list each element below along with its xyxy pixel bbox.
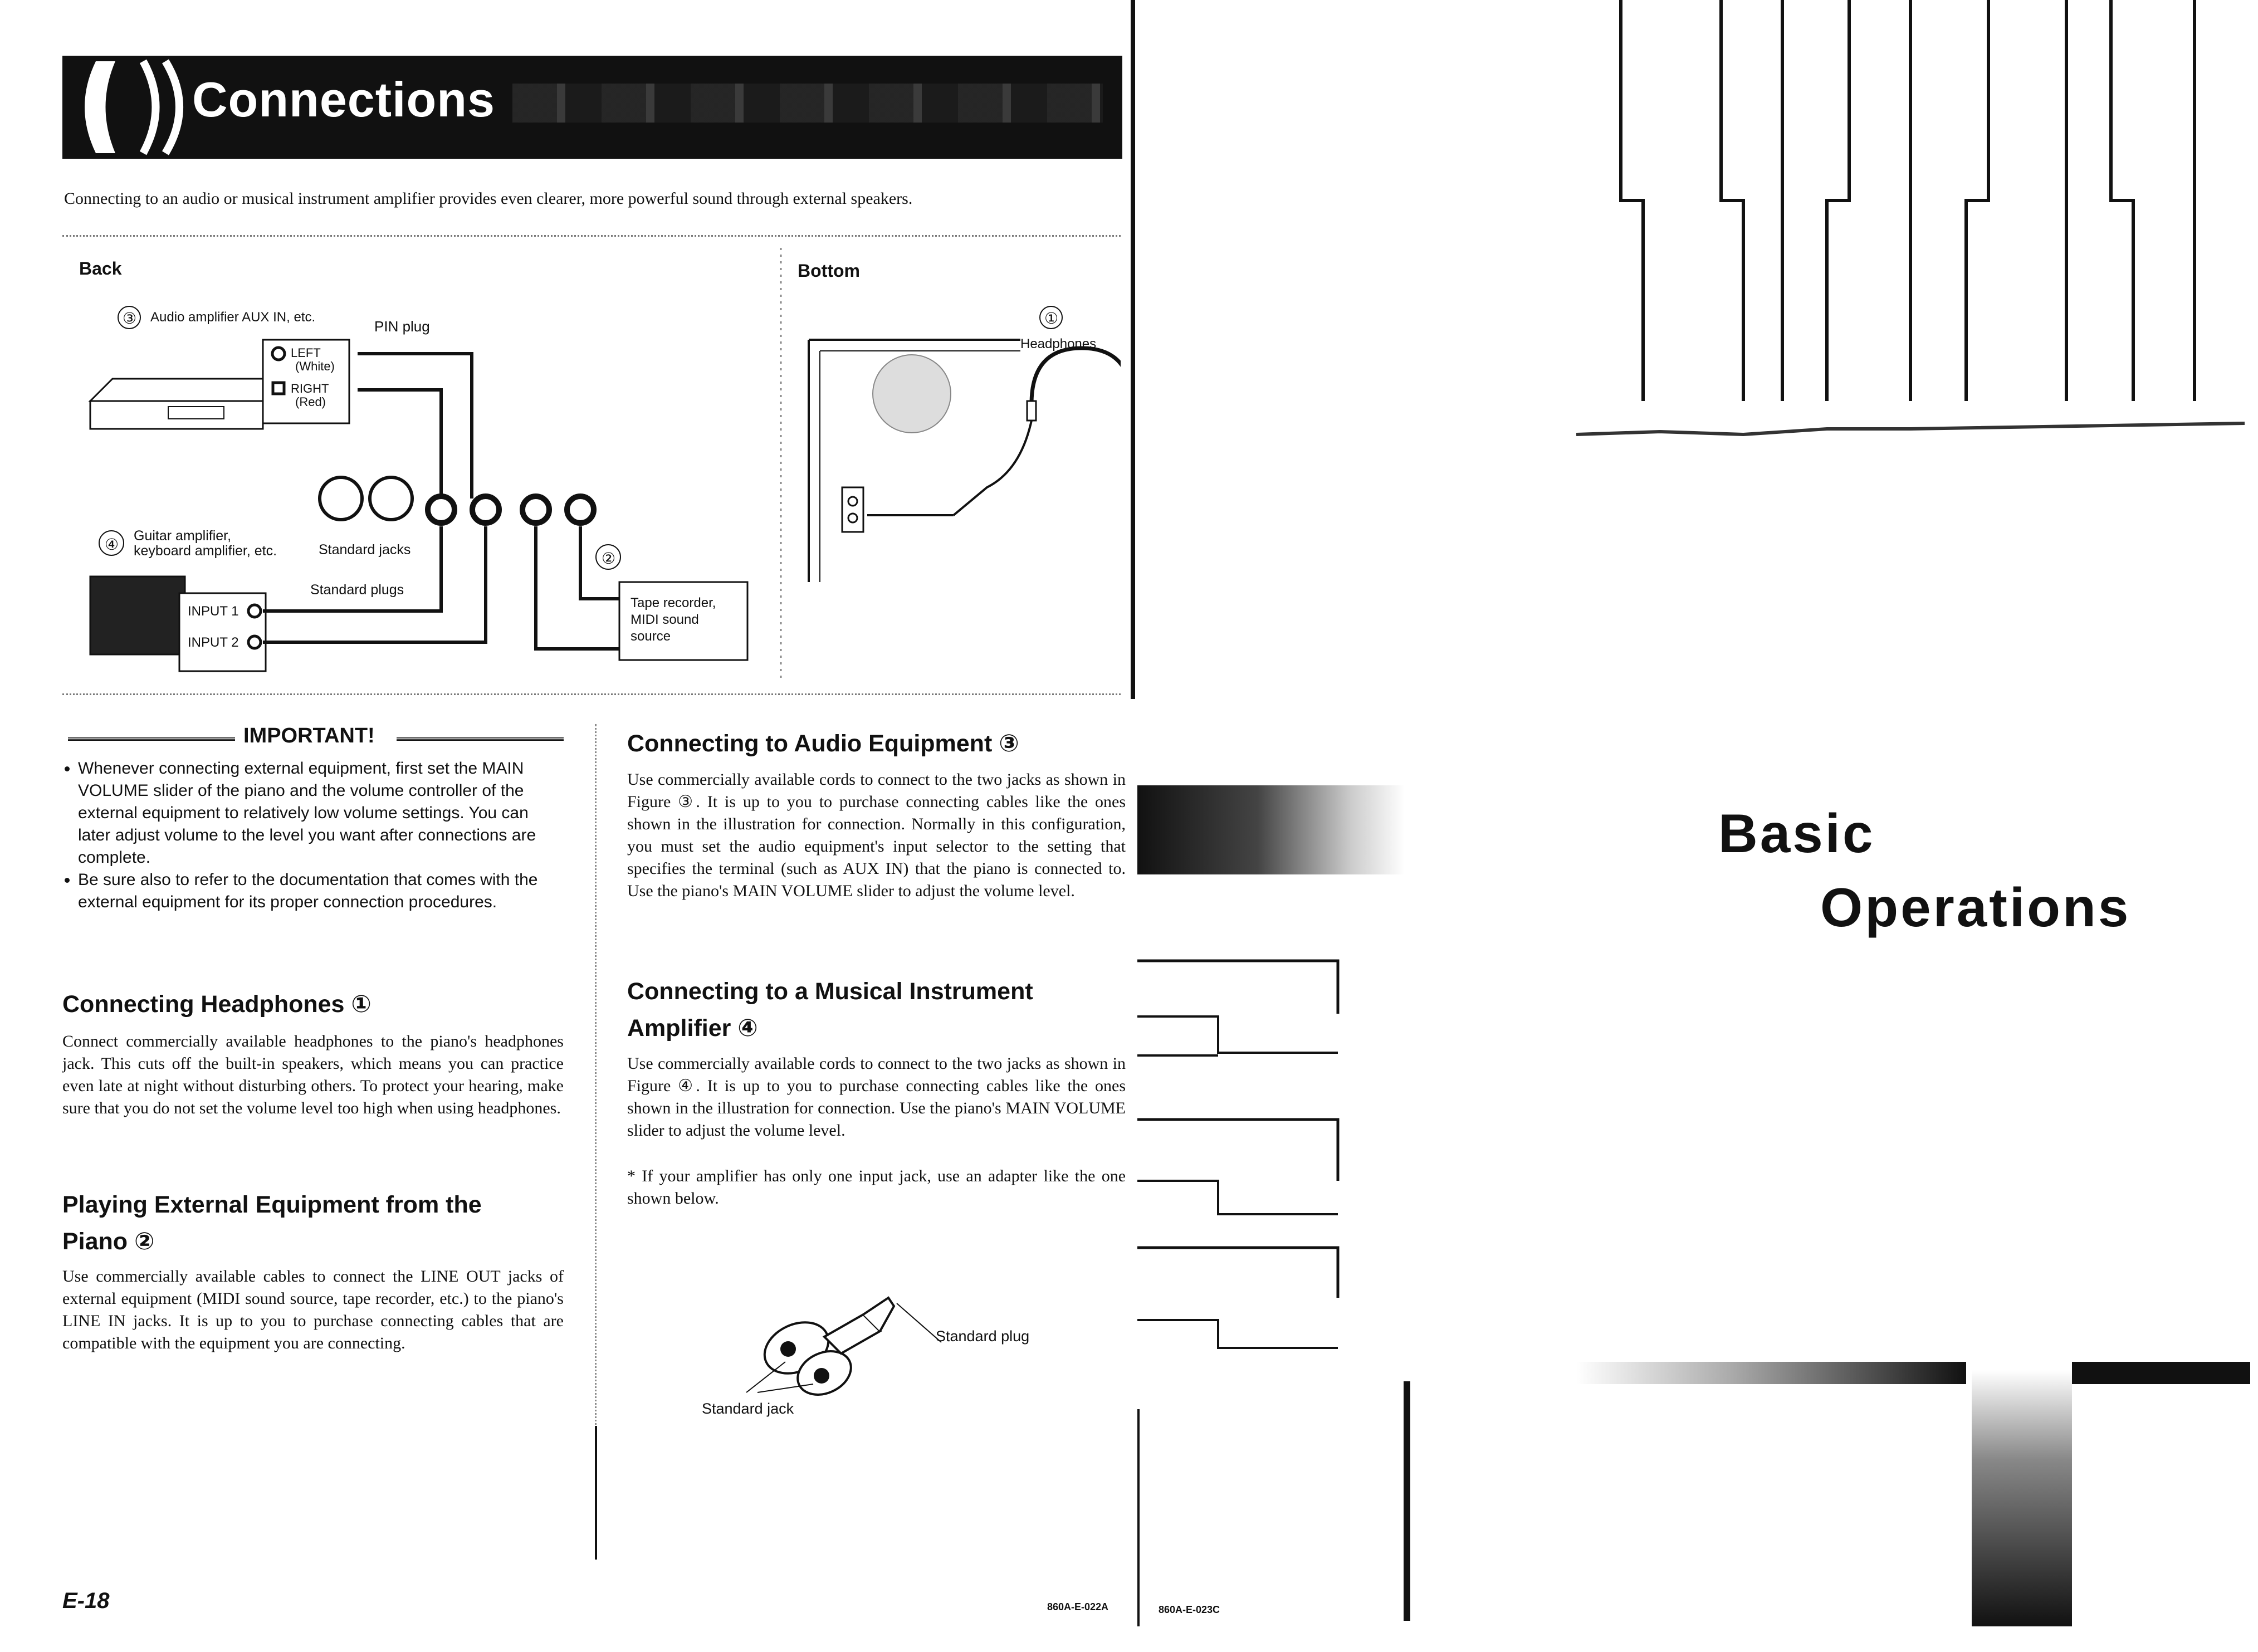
audio-amplifier-device	[90, 379, 285, 429]
chapter-title-1: Basic	[1718, 803, 1875, 864]
amp-note-text: If your amplifier has only one input jack, use an adapter like the one shown below.	[627, 1167, 1126, 1208]
section-amp-heading-1: Connecting to a Musical Instrument	[627, 978, 1033, 1005]
standard-jack-label: Standard jack	[702, 1400, 794, 1417]
chapter-title-2: Operations	[1820, 877, 2131, 938]
headphones-label: Headphones	[1020, 336, 1097, 351]
section-amp-body: Use commercially available cords to connect to the two jacks as shown in Figure ④. It is up to you to purchase connecting cables like the ones shown in the illustration for connection. Use the piano's MAIN VOLUME slider to adjust the volume level.	[627, 1054, 1126, 1140]
adapter-plug-icon	[756, 1298, 894, 1403]
page-title: Connections	[192, 72, 495, 127]
important-header	[62, 724, 564, 752]
standard-plug-label: Standard plug	[936, 1328, 1030, 1345]
section-amp-note: * If your amplifier has only one input jack, use an adapter like the one shown below.	[627, 1167, 1126, 1208]
bracket-graphic	[1137, 958, 1371, 1392]
right-red-2: (Red)	[295, 395, 326, 409]
important-item: • Whenever connecting external equipment, first set the MAIN VOLUME slider of the piano and the volume controller of the external equipment to relatively low volume settings. You can later adjust volume to the level you want after connections are complete.	[78, 757, 564, 869]
diagram-svg	[62, 237, 1121, 693]
piano-keys-graphic	[1576, 0, 2245, 446]
audio-amp-label: Audio amplifier AUX IN, etc.	[150, 310, 316, 325]
column-divider-solid	[595, 1426, 597, 1560]
guitar-amplifier-device	[90, 576, 185, 654]
left-white-1: LEFT	[291, 346, 321, 360]
important-list	[62, 757, 564, 913]
left-edge-line	[1137, 1409, 1140, 1626]
doc-code-left: 860A-E-022A	[1047, 1601, 1109, 1612]
intro-text: Connecting to an audio or musical instrument amplifier provides even clearer, more powerful sound through external speakers.	[64, 189, 913, 208]
guitar-amp-label-1: Guitar amplifier,	[134, 528, 232, 544]
important-title: IMPORTANT!	[243, 724, 375, 747]
input2-label: INPUT 2	[188, 635, 239, 650]
headphones-icon	[1032, 348, 1121, 404]
page-edge-line	[1131, 0, 1135, 699]
num-2: ②	[602, 550, 616, 567]
bottom-bar-right	[2072, 1362, 2250, 1384]
guitar-amp-label-2: keyboard amplifier, etc.	[134, 543, 277, 559]
doc-code-right: 860A-E-023C	[1159, 1604, 1220, 1615]
section-playing-heading-1: Playing External Equipment from the	[62, 1191, 482, 1218]
adapter-illustration	[696, 1275, 1086, 1431]
section-audio-body: Use commercially available cords to connect to the two jacks as shown in Figure ③. It is up to you to purchase connecting cables like the ones shown in the illustration for connection. Normally in this configuration, you must set the audio equipment's input selector to the setting that specifies the terminal (such as AUX IN) that the piano is connected to. Use the piano's MAIN VOLUME slider to adjust the volume level.	[627, 770, 1126, 900]
section-audio-heading: Connecting to Audio Equipment ③	[627, 730, 1019, 757]
column-divider	[595, 724, 597, 1459]
section-playing-heading-2: Piano ②	[62, 1228, 155, 1255]
standard-plugs-label: Standard plugs	[310, 582, 404, 598]
tape-label-2: MIDI sound	[631, 612, 699, 627]
tape-label-3: source	[631, 629, 671, 644]
bottom-tab-gradient	[1972, 1370, 2072, 1626]
speaker-grille-icon	[873, 355, 951, 433]
important-item: • Be sure also to refer to the documentation that comes with the external equipment for its proper connection procedures.	[78, 869, 564, 913]
back-label: Back	[79, 258, 122, 278]
section-headphones-heading: Connecting Headphones ①	[62, 991, 372, 1018]
tape-label-1: Tape recorder,	[631, 595, 716, 610]
right-edge-line	[1404, 1381, 1410, 1621]
num-1: ①	[1044, 310, 1059, 327]
left-white-2: (White)	[295, 359, 335, 373]
pin-plug-label: PIN plug	[374, 318, 430, 335]
speaker-logo-icon	[62, 56, 207, 159]
bottom-gradient-bar-left	[1576, 1362, 1966, 1384]
standard-jacks-label: Standard jacks	[319, 542, 411, 558]
tab-gradient	[1137, 785, 1405, 874]
num-3: ③	[123, 310, 137, 327]
bottom-label: Bottom	[798, 261, 860, 281]
right-red-1: RIGHT	[291, 382, 329, 395]
page-number: E-18	[62, 1589, 110, 1613]
num-4: ④	[105, 536, 119, 553]
section-playing-body: Use commercially available cables to connect the LINE OUT jacks of external equipment (MIDI sound source, tape recorder, etc.) to the piano's LINE IN jacks. It is up to you to purchase connecting cables that are compatible with the equipment you are connecting.	[62, 1267, 564, 1352]
section-headphones-body: Connect commercially available headphones to the piano's headphones jack. This cuts off the built-in speakers, which means you can practice even late at night without disturbing others. To protect your hearing, make sure that you do not set the volume level too high when using headphones.	[62, 1032, 564, 1117]
header-texture	[512, 84, 1103, 123]
input1-label: INPUT 1	[188, 604, 239, 619]
connection-diagram	[62, 235, 1121, 695]
section-amp-heading-2: Amplifier ④	[627, 1015, 758, 1042]
